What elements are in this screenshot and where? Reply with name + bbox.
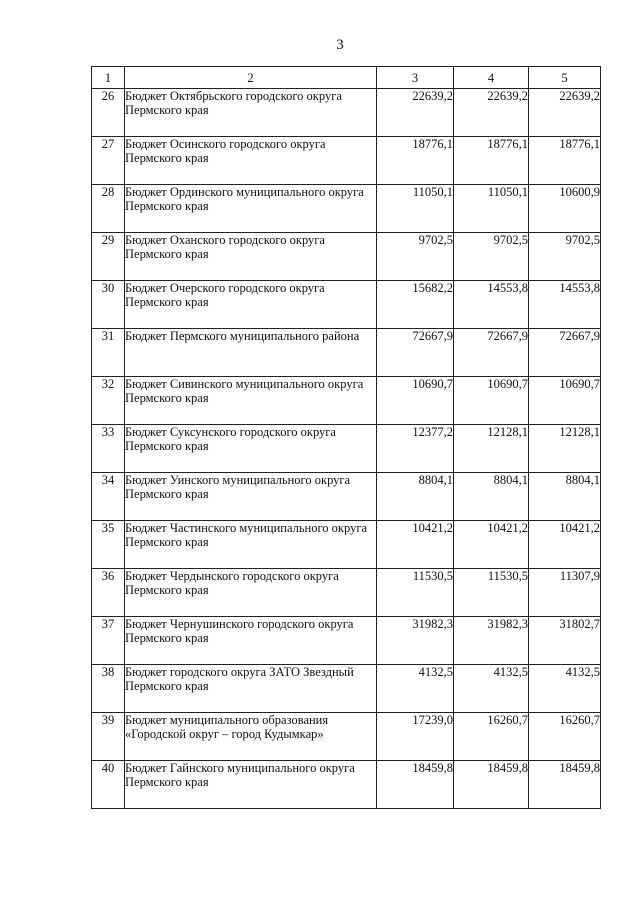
column-header-4: 4 (454, 67, 529, 89)
column-header-2: 2 (125, 67, 377, 89)
value-col3: 18776,1 (377, 137, 454, 185)
row-number: 35 (92, 521, 125, 569)
value-col3: 17239,0 (377, 713, 454, 761)
row-number: 26 (92, 89, 125, 137)
budget-name: Бюджет Частинского муниципального округа Пермского края (125, 521, 377, 569)
budget-name: Бюджет Пермского муниципального района (125, 329, 377, 377)
row-number: 39 (92, 713, 125, 761)
value-col5: 4132,5 (529, 665, 601, 713)
value-col4: 11530,5 (454, 569, 529, 617)
value-col3: 11050,1 (377, 185, 454, 233)
value-col3: 18459,8 (377, 761, 454, 809)
budget-name: Бюджет Оханского городского округа Пермского края (125, 233, 377, 281)
table-row (92, 137, 601, 185)
value-col4: 10690,7 (454, 377, 529, 425)
table-row (92, 761, 601, 809)
column-header-1: 1 (92, 67, 125, 89)
budget-name: Бюджет Уинского муниципального округа Пермского края (125, 473, 377, 521)
table-row (92, 425, 601, 473)
value-col4: 4132,5 (454, 665, 529, 713)
row-number: 33 (92, 425, 125, 473)
table-row (92, 377, 601, 425)
budget-name: Бюджет муниципального образования «Городской округ – город Кудымкар» (125, 713, 377, 761)
budget-name: Бюджет Суксунского городского округа Пермского края (125, 425, 377, 473)
value-col5: 10421,2 (529, 521, 601, 569)
value-col5: 31802,7 (529, 617, 601, 665)
value-col3: 11530,5 (377, 569, 454, 617)
table-row (92, 713, 601, 761)
value-col3: 10421,2 (377, 521, 454, 569)
row-number: 27 (92, 137, 125, 185)
table-row (92, 617, 601, 665)
table-row (92, 521, 601, 569)
value-col4: 11050,1 (454, 185, 529, 233)
value-col4: 8804,1 (454, 473, 529, 521)
row-number: 40 (92, 761, 125, 809)
row-number: 37 (92, 617, 125, 665)
value-col3: 15682,2 (377, 281, 454, 329)
value-col5: 18459,8 (529, 761, 601, 809)
table-row (92, 473, 601, 521)
value-col4: 9702,5 (454, 233, 529, 281)
value-col3: 10690,7 (377, 377, 454, 425)
row-number: 30 (92, 281, 125, 329)
value-col4: 31982,3 (454, 617, 529, 665)
budget-name: Бюджет Чердынского городского округа Пермского края (125, 569, 377, 617)
budget-name: Бюджет Сивинского муниципального округа Пермского края (125, 377, 377, 425)
budget-name: Бюджет городского округа ЗАТО Звездный Пермского края (125, 665, 377, 713)
value-col3: 22639,2 (377, 89, 454, 137)
table-row (92, 233, 601, 281)
row-number: 36 (92, 569, 125, 617)
budget-name: Бюджет Осинского городского округа Пермского края (125, 137, 377, 185)
table-row (92, 665, 601, 713)
value-col5: 72667,9 (529, 329, 601, 377)
row-number: 31 (92, 329, 125, 377)
value-col5: 11307,9 (529, 569, 601, 617)
value-col3: 4132,5 (377, 665, 454, 713)
value-col3: 72667,9 (377, 329, 454, 377)
budget-table (91, 66, 601, 809)
column-header-3: 3 (377, 67, 454, 89)
table-header-row (92, 67, 601, 89)
value-col3: 8804,1 (377, 473, 454, 521)
value-col3: 12377,2 (377, 425, 454, 473)
page-number: 3 (336, 37, 344, 53)
row-number: 38 (92, 665, 125, 713)
value-col5: 18776,1 (529, 137, 601, 185)
column-header-5: 5 (529, 67, 601, 89)
value-col4: 18776,1 (454, 137, 529, 185)
table-row (92, 281, 601, 329)
row-number: 29 (92, 233, 125, 281)
value-col5: 22639,2 (529, 89, 601, 137)
value-col4: 18459,8 (454, 761, 529, 809)
table-row (92, 185, 601, 233)
table-row (92, 569, 601, 617)
value-col5: 10690,7 (529, 377, 601, 425)
value-col4: 12128,1 (454, 425, 529, 473)
value-col4: 14553,8 (454, 281, 529, 329)
value-col4: 22639,2 (454, 89, 529, 137)
value-col5: 9702,5 (529, 233, 601, 281)
value-col4: 72667,9 (454, 329, 529, 377)
budget-name: Бюджет Гайнского муниципального округа Пермского края (125, 761, 377, 809)
table-row (92, 329, 601, 377)
value-col5: 16260,7 (529, 713, 601, 761)
row-number: 32 (92, 377, 125, 425)
budget-name: Бюджет Очерского городского округа Пермского края (125, 281, 377, 329)
value-col3: 31982,3 (377, 617, 454, 665)
value-col4: 10421,2 (454, 521, 529, 569)
budget-name: Бюджет Чернушинского городского округа Пермского края (125, 617, 377, 665)
table-row (92, 89, 601, 137)
row-number: 34 (92, 473, 125, 521)
value-col5: 10600,9 (529, 185, 601, 233)
row-number: 28 (92, 185, 125, 233)
budget-name: Бюджет Ординского муниципального округа Пермского края (125, 185, 377, 233)
value-col3: 9702,5 (377, 233, 454, 281)
value-col5: 14553,8 (529, 281, 601, 329)
value-col5: 12128,1 (529, 425, 601, 473)
value-col5: 8804,1 (529, 473, 601, 521)
value-col4: 16260,7 (454, 713, 529, 761)
budget-name: Бюджет Октябрьского городского округа Пермского края (125, 89, 377, 137)
